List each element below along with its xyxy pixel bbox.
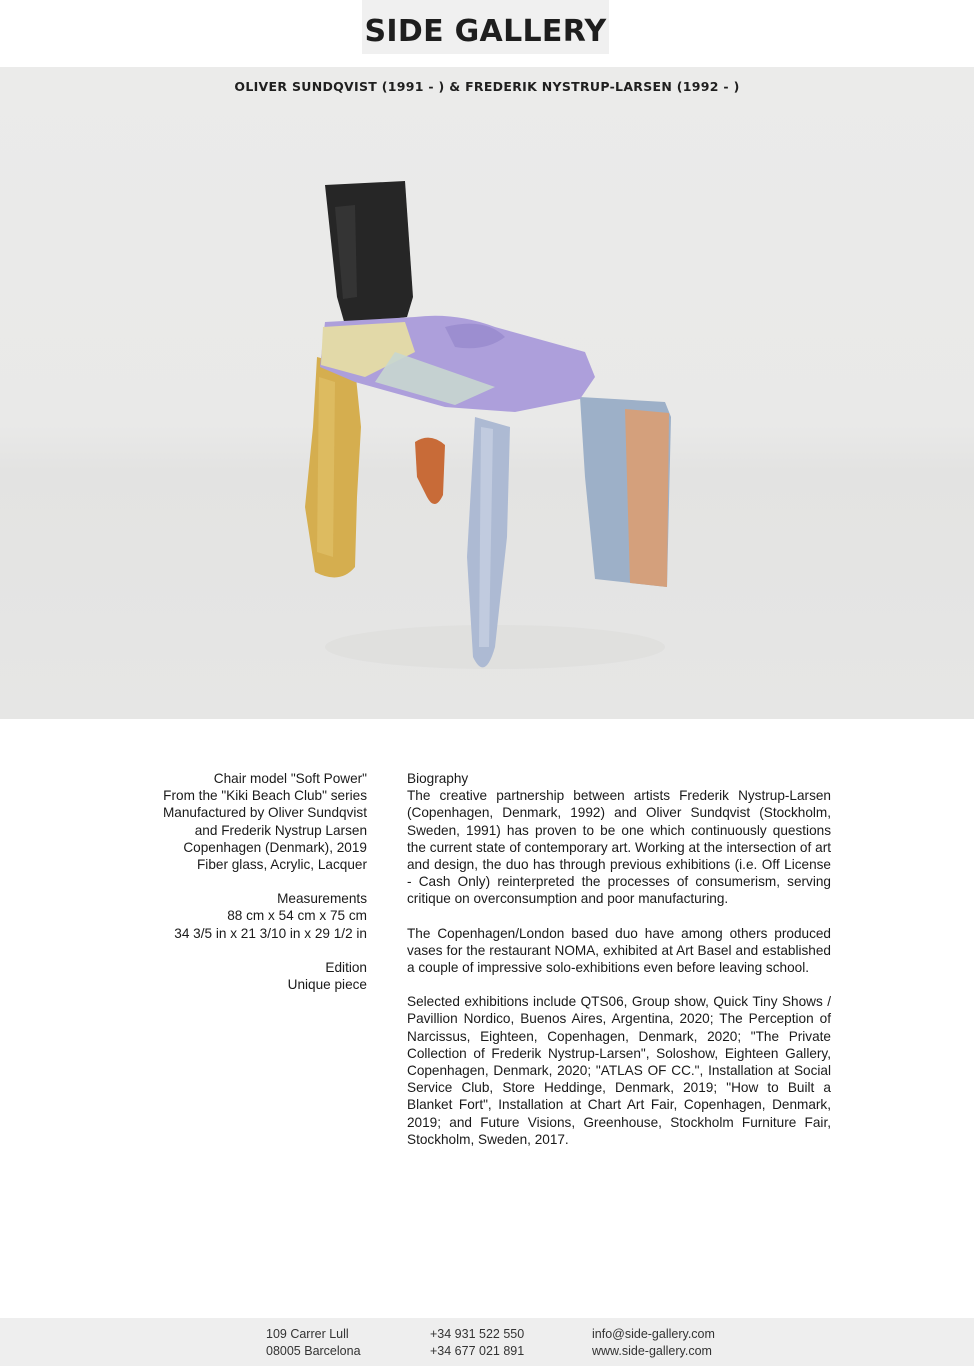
detail-line: Copenhagen (Denmark), 2019	[183, 839, 367, 855]
chair-back	[325, 181, 413, 325]
detail-line: Manufactured by Oliver Sundqvist	[162, 805, 367, 821]
detail-line: Fiber glass, Acrylic, Lacquer	[197, 857, 367, 873]
measurement-imperial: 34 3/5 in x 21 3/10 in x 29 1/2 in	[174, 925, 367, 941]
artwork-details	[100, 770, 367, 993]
measurement-metric: 88 cm x 54 cm x 75 cm	[227, 908, 367, 924]
phone-link[interactable]: +34 677 021 891	[430, 1343, 525, 1358]
footer-web	[592, 1326, 715, 1359]
detail-line: and Frederik Nystrup Larsen	[194, 822, 367, 838]
biography-heading: Biography	[407, 771, 469, 786]
chair-rear-leg	[415, 438, 445, 504]
measurements-heading: Measurements	[277, 891, 367, 907]
artist-line: OLIVER SUNDQVIST (1991 - ) & FREDERIK NYSTRUP-LARSEN (1992 - )	[234, 79, 740, 94]
address-city: 08005 Barcelona	[266, 1343, 361, 1358]
biography-paragraph: The creative partnership between artists Frederik Nystrup-Larsen (Copenhagen, Denmark, 1992) and Oliver Sundqvist (Stockholm, Sweden, 1991) has proven to be one which continuously questions the current state of contemporary art. Working at the intersection of art and design, the duo has through previous exhibitions (i.e. Off License - Cash Only) reinterpreted the processes of consumerism, serving critique on overconsumption and poor manufacturing.	[407, 788, 831, 907]
biography-paragraph: Selected exhibitions include QTS06, Group show, Quick Tiny Shows / Pavillion Nordico, Buenos Aires, Argentina, 2020; The Perception of Narcissus, Eighteen, Copenhagen, Denmark, 2020; "The Private Collection of Frederik Nystrup-Larsen", Soloshow, Eighteen Gallery, Copenhagen, Denmark, 2020; "ATLAS OF CC.", Installation at Social Service Club, Store Heddinge, Denmark, 2019; "How to Built a Blanket Fort", Installation at Chart Art Fair, Copenhagen, Denmark, 2019; and Future Visions, Greenhouse, Stockholm Furniture Fair, Stockholm, Sweden, 2017.	[407, 994, 831, 1147]
email-link[interactable]: info@side-gallery.com	[592, 1327, 715, 1341]
logo-box	[362, 0, 609, 54]
website-link[interactable]: www.side-gallery.com	[592, 1343, 712, 1358]
footer-phones	[430, 1326, 524, 1359]
gallery-logo[interactable]: SIDE GALLERY	[364, 14, 607, 49]
header-band	[0, 0, 974, 67]
footer-address	[266, 1326, 361, 1359]
artwork-photo	[0, 67, 974, 719]
biography-paragraph: The Copenhagen/London based duo have among others produced vases for the restaurant NOMA, exhibited at Art Basel and established a couple of impressive solo-exhibitions even before leaving school.	[407, 925, 831, 976]
artwork-title: Chair model "Soft Power"	[213, 771, 367, 786]
footer	[0, 1318, 974, 1366]
detail-line: From the "Kiki Beach Club" series	[163, 788, 367, 804]
edition-value: Unique piece	[287, 977, 367, 993]
chair-illustration	[295, 177, 685, 687]
phone-link[interactable]: +34 931 522 550	[430, 1327, 525, 1341]
edition-heading: Edition	[325, 959, 367, 975]
biography	[407, 770, 831, 1165]
address-street: 109 Carrer Lull	[266, 1327, 349, 1341]
